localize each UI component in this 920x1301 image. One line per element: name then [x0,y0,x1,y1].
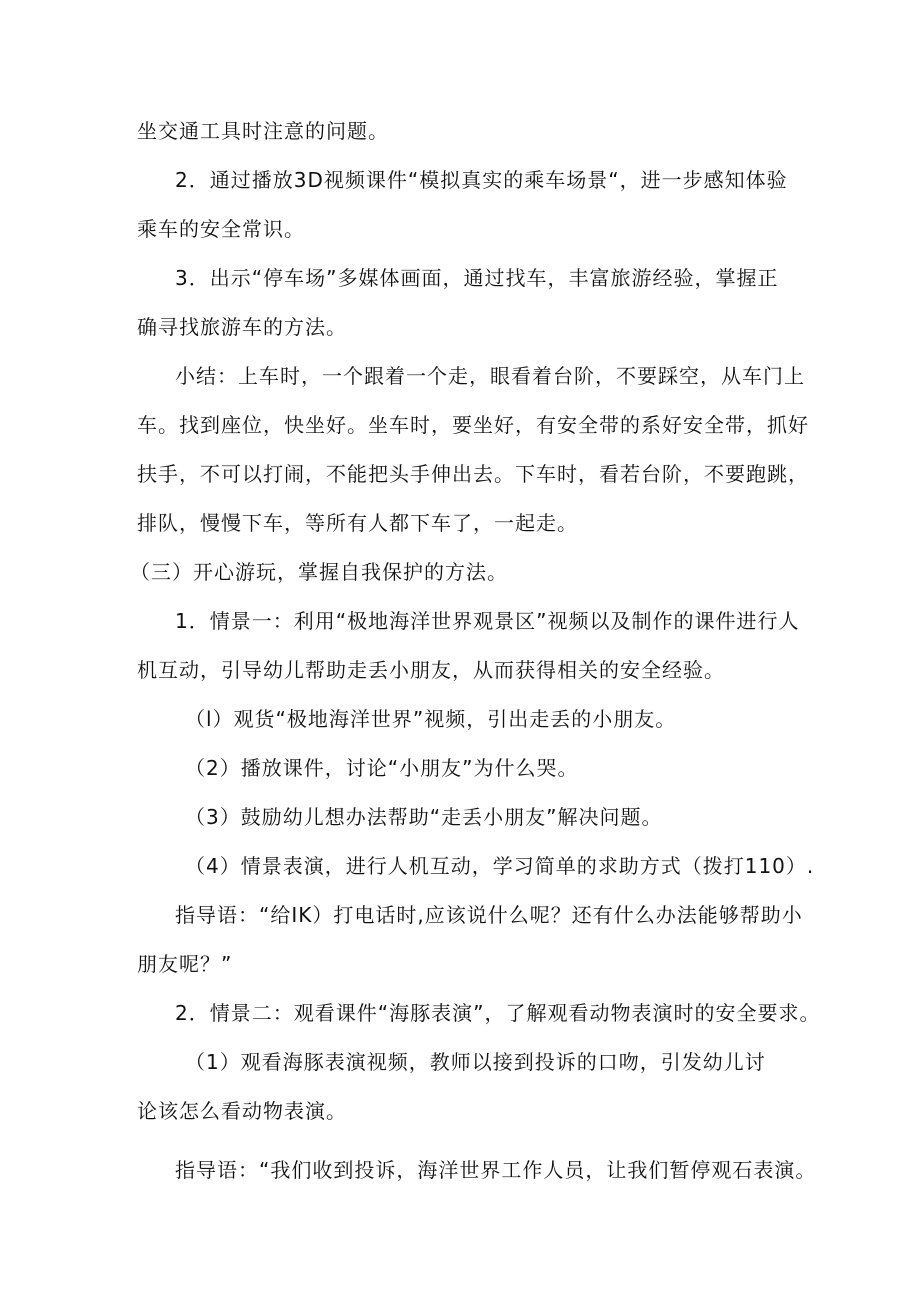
text-line: 1．情景一：利用“极地海洋世界观景区”视频以及制作的课件进行人 [175,609,800,633]
text-line: 指导语：“我们收到投诉，海洋世界工作人员，让我们暂停观石表演。 [175,1158,817,1182]
text-line: 排队，慢慢下车，等所有人都下车了，一起走。 [137,511,578,535]
text-line: 指导语：“给IK）打电话时,应该说什么呢？还有什么办法能够帮助小 [175,903,803,927]
text-line: （l）观货“极地海洋世界”视频，引出走丢的小朋友。 [185,707,677,731]
text-line: 乘车的安全常识。 [137,217,305,241]
text-line: 确寻找旅游车的方法。 [137,315,347,339]
text-line: （4）情景表演，进行人机互动，学习简单的求助方式（拨打110）. [185,854,815,878]
text-line: 车。找到座位，快坐好。坐车时，要坐好，有安全带的系好安全带，抓好 [137,413,809,437]
text-line: （2）播放课件，讨论“小朋友”为什么哭。 [185,756,579,780]
text-line: 扶手，不可以打闹，不能把头手伸出去。下车时，看若台阶，不要跑跳， [137,462,809,486]
text-line: 朋友呢？” [137,952,233,976]
text-line: 2．通过播放3D视频课件“模拟真实的乘车场景“，进一步感知体验 [175,168,788,192]
text-line: （3）鼓励幼儿想办法帮助“走丢小朋友”解决问题。 [185,805,663,829]
text-line: 机互动，引导幼儿帮助走丢小朋友，从而获得相关的安全经验。 [137,658,725,682]
text-line: 论该怎么看动物表演。 [137,1099,347,1123]
section-heading: （三）开心游玩，掌握自我保护的方法。 [130,560,508,584]
text-line: 小结：上车时，一个跟着一个走，眼看着台阶，不要踩空，从车门上 [175,364,805,388]
text-line: （1）观看海豚表演视频，教师以接到投诉的口吻，引发幼儿讨 [185,1050,766,1074]
text-line: 3．出示“停车场”多媒体画面，通过找车，丰富旅游经验，掌握正 [175,266,779,290]
text-line: 坐交通工具时注意的问题。 [137,119,389,143]
text-line: 2．情景二：观看课件“海豚表演”，了解观看动物表演时的安全要求。 [175,1001,821,1025]
